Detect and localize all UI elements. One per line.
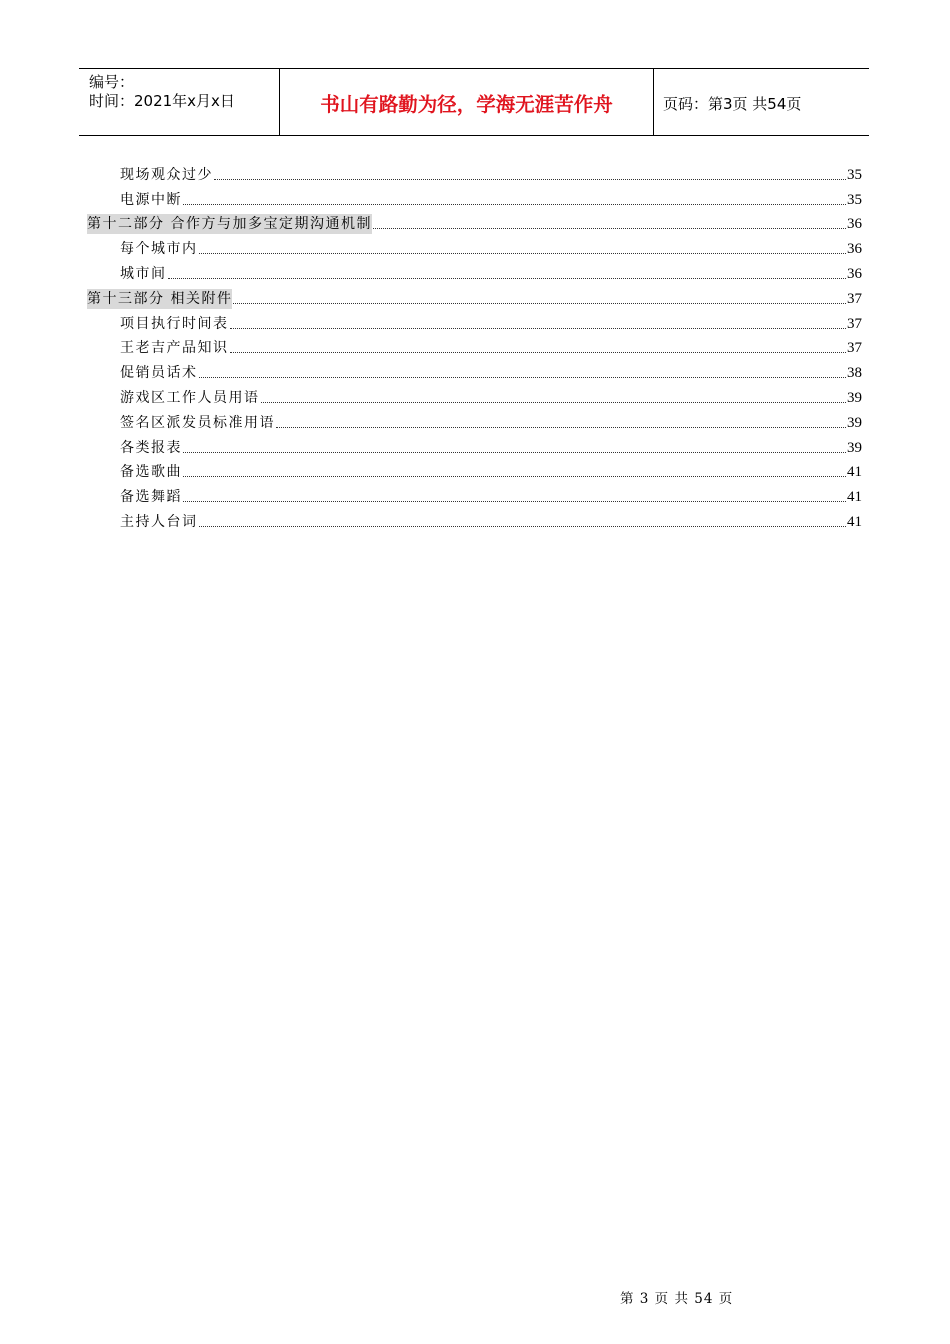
toc-entry-title: 备选歌曲	[120, 464, 182, 481]
toc-entry[interactable]	[87, 458, 862, 483]
toc-dot-leader	[199, 377, 847, 378]
toc-entry-page: 36	[847, 265, 862, 282]
toc-entry[interactable]	[87, 234, 862, 259]
toc-entry[interactable]	[87, 482, 862, 507]
toc-entry-title: 每个城市内	[120, 241, 198, 258]
toc-entry-page: 36	[847, 241, 862, 258]
toc-entry-title: 城市间	[120, 265, 167, 282]
toc-entry[interactable]	[87, 309, 862, 334]
toc-entry[interactable]	[87, 334, 862, 359]
toc-dot-leader	[183, 204, 846, 205]
toc-entry[interactable]	[87, 185, 862, 210]
toc-entry-title: 电源中断	[120, 191, 182, 208]
toc-dot-leader	[168, 278, 847, 279]
toc-dot-leader	[276, 427, 846, 428]
toc-entry[interactable]	[87, 259, 862, 284]
toc-entry-title: 主持人台词	[120, 513, 198, 530]
header-slogan: 书山有路勤为径，学海无涯苦作舟	[280, 69, 654, 135]
toc-entry-page: 41	[847, 489, 862, 506]
toc-dot-leader	[183, 476, 846, 477]
page-header	[79, 68, 869, 136]
toc-entry-page: 37	[847, 290, 862, 307]
toc-entry-title: 王老吉产品知识	[120, 340, 229, 357]
toc-entry-page: 36	[847, 216, 862, 233]
toc-entry[interactable]	[87, 408, 862, 433]
toc-entry-title: 第十二部分 合作方与加多宝定期沟通机制	[87, 216, 372, 233]
table-of-contents	[87, 160, 862, 532]
toc-entry-page: 39	[847, 389, 862, 406]
toc-dot-leader	[214, 179, 846, 180]
toc-dot-leader	[233, 303, 846, 304]
toc-entry-page: 35	[847, 166, 862, 183]
toc-entry-page: 38	[847, 365, 862, 382]
header-page-info: 页码：第3页 共54页	[663, 94, 802, 113]
toc-entry-title: 现场观众过少	[120, 166, 213, 183]
header-meta	[79, 69, 280, 135]
toc-entry[interactable]	[87, 507, 862, 532]
toc-entry-title: 促销员话术	[120, 365, 198, 382]
document-number-label: 编号：	[89, 73, 135, 91]
toc-entry[interactable]	[87, 358, 862, 383]
toc-entry[interactable]	[87, 160, 862, 185]
toc-entry-title: 项目执行时间表	[120, 315, 229, 332]
toc-entry-page: 41	[847, 464, 862, 481]
toc-entry-page: 35	[847, 191, 862, 208]
toc-dot-leader	[373, 228, 846, 229]
toc-entry-page: 39	[847, 414, 862, 431]
toc-entry[interactable]	[87, 383, 862, 408]
toc-entry-page: 37	[847, 340, 862, 357]
toc-dot-leader	[261, 402, 847, 403]
toc-entry[interactable]	[87, 433, 862, 458]
toc-entry-title: 第十三部分 相关附件	[87, 290, 233, 307]
page-footer: 第 3 页 共 54 页	[620, 1291, 734, 1307]
toc-entry-page: 39	[847, 439, 862, 456]
toc-entry-page: 41	[847, 513, 862, 530]
toc-entry[interactable]	[87, 210, 862, 235]
toc-dot-leader	[199, 526, 847, 527]
toc-dot-leader	[183, 452, 846, 453]
toc-dot-leader	[199, 253, 847, 254]
toc-entry-title: 游戏区工作人员用语	[120, 389, 260, 406]
toc-entry-title: 签名区派发员标准用语	[120, 414, 275, 431]
toc-dot-leader	[230, 352, 847, 353]
toc-entry-title: 备选舞蹈	[120, 489, 182, 506]
toc-entry-page: 37	[847, 315, 862, 332]
document-time-label: 时间：2021年x月x日	[89, 92, 235, 110]
toc-dot-leader	[183, 501, 846, 502]
toc-entry-title: 各类报表	[120, 439, 182, 456]
toc-entry[interactable]	[87, 284, 862, 309]
toc-dot-leader	[230, 328, 847, 329]
